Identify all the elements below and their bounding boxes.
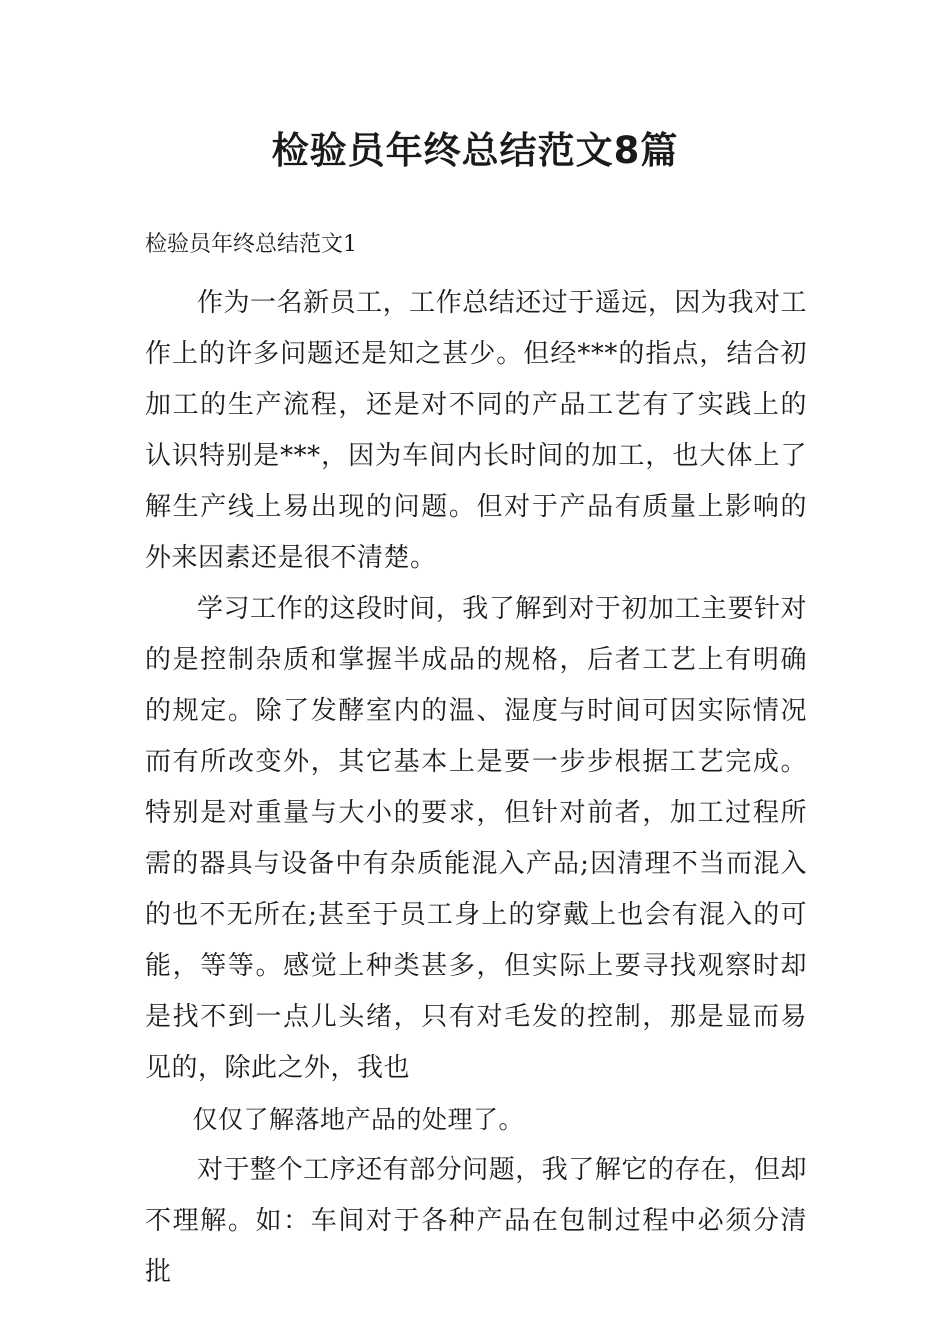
document-body [145,278,807,1298]
paragraph-4: 对于整个工序还有部分问题，我了解它的存在，但却不理解。如：车间对于各种产品在包制过程中必须分清批 [145,1155,807,1287]
document-title: 检验员年终总结范文8篇 [271,129,679,172]
paragraph-1: 作为一名新员工，工作总结还过于遥远，因为我对工作上的许多问题还是知之甚少。但经***的指点，结合初加工的生产流程，还是对不同的产品工艺有了实践上的认识特别是***，因为车间内长时间的加工，也大体上了解生产线上易出现的问题。但对于产品有质量上影响的外来因素还是很不清楚。 [145,288,807,573]
paragraph-2: 学习工作的这段时间，我了解到对于初加工主要针对的是控制杂质和掌握半成品的规格，后者工艺上有明确的规定。除了发酵室内的温、湿度与时间可因实际情况而有所改变外，其它基本上是要一步步根据工艺完成。特别是对重量与大小的要求，但针对前者，加工过程所需的器具与设备中有杂质能混入产品;因清理不当而混入的也不无所在;甚至于员工身上的穿戴上也会有混入的可能，等等。感觉上种类甚多，但实际上要寻找观察时却是找不到一点儿头绪，只有对毛发的控制，那是显而易见的，除此之外，我也 [145,594,807,1083]
paragraph-3: 仅仅了解落地产品的处理了。 [192,1105,525,1134]
section-heading: 检验员年终总结范文1 [145,232,357,257]
